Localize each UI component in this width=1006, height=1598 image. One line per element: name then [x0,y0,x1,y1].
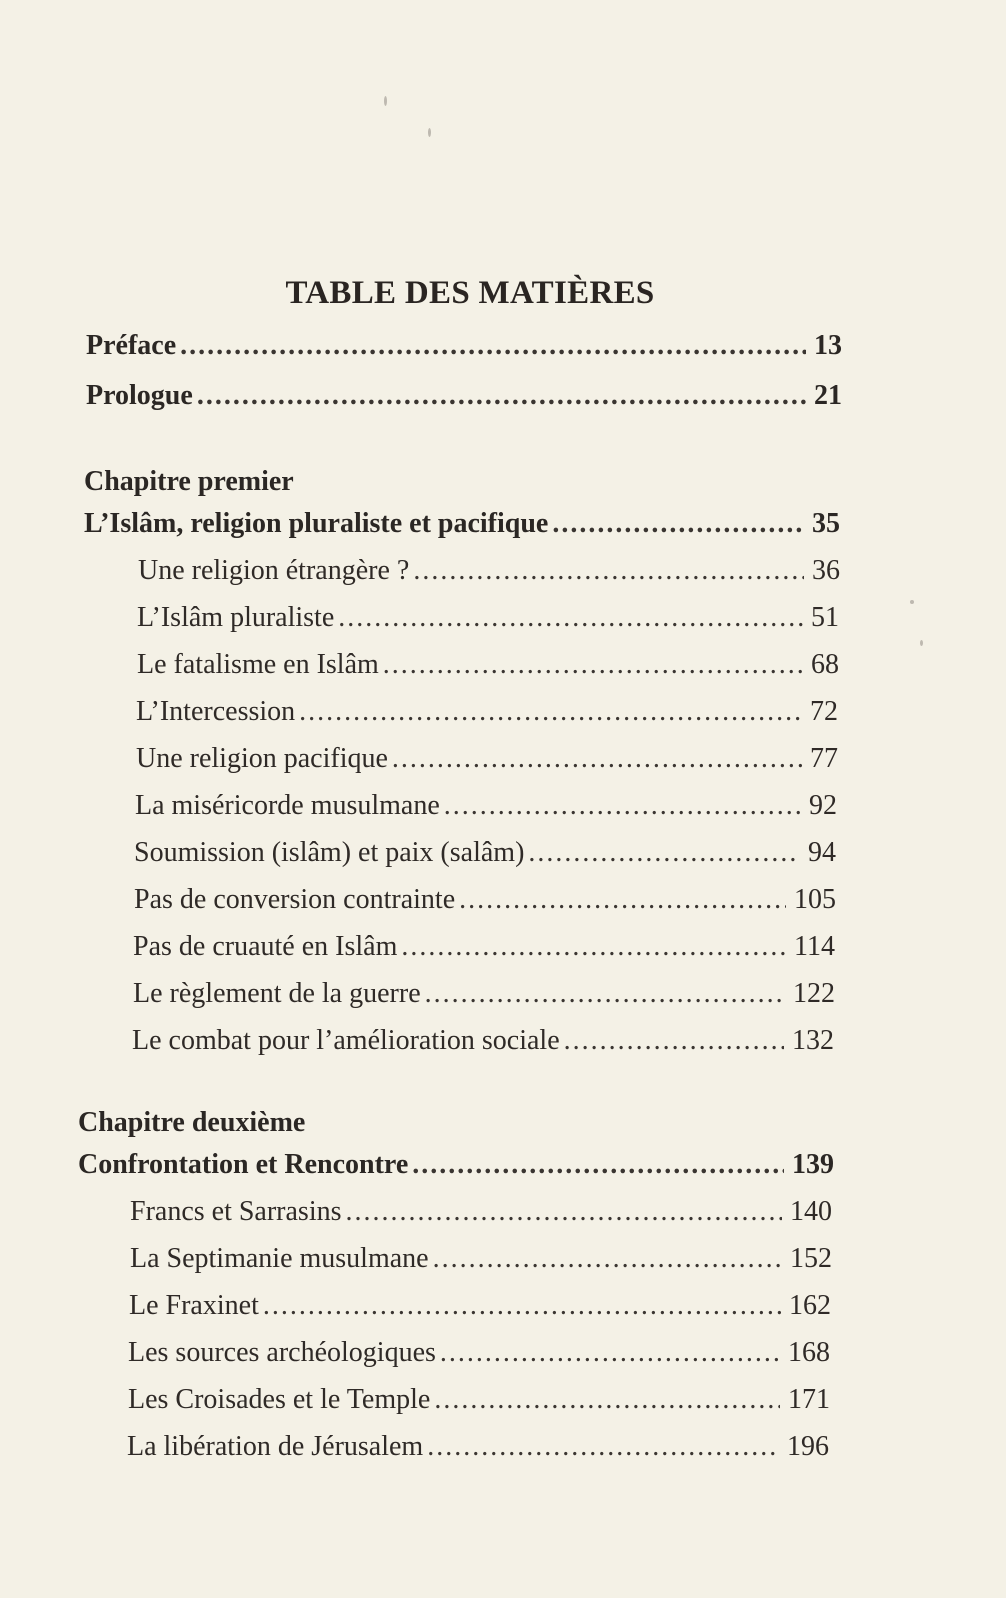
entry-label: La libération de Jérusalem [127,1431,424,1462]
leader-dots [412,1149,784,1181]
leader-dots [434,1384,780,1416]
entry-page-number: 132 [792,1025,834,1056]
entry-page-number: 68 [811,649,839,680]
entry-label: Une religion étrangère ? [138,555,410,586]
toc-section-entry [138,555,840,587]
toc-section-entry [134,837,836,869]
entry-label: Une religion pacifique [136,743,388,774]
chapter-title-entry [78,1149,834,1181]
toc-section-entry [135,790,837,822]
leader-dots [338,602,803,634]
entry-label: L’Islâm, religion pluraliste et pacifique [84,508,549,539]
toc-entry-preface [86,330,842,362]
entry-page-number: 35 [812,508,840,539]
chapter-heading: Chapitre deuxième [78,1107,306,1138]
entry-page-number: 114 [794,931,835,962]
entry-label: Les sources archéologiques [128,1337,436,1368]
entry-label: Le combat pour l’amélioration sociale [132,1025,560,1056]
paper-speck [384,96,387,106]
leader-dots [180,330,806,362]
leader-dots [425,978,785,1010]
entry-label: La Septimanie musulmane [130,1243,429,1274]
entry-page-number: 168 [788,1337,830,1368]
entry-page-number: 13 [814,330,842,361]
leader-dots [299,696,802,728]
toc-section-entry [130,1196,832,1228]
toc-section-entry [132,1025,834,1057]
paper-speck [428,128,431,137]
leader-dots [413,555,804,587]
entry-page-number: 36 [812,555,840,586]
leader-dots [427,1431,779,1463]
toc-section-entry [133,978,835,1010]
entry-label: L’Islâm pluraliste [137,602,335,633]
toc-title: TABLE DES MATIÈRES [285,275,655,311]
entry-label: Le règlement de la guerre [133,978,421,1009]
entry-label: Francs et Sarrasins [130,1196,342,1227]
entry-label: Le Fraxinet [129,1290,259,1321]
toc-section-entry [127,1431,829,1463]
leader-dots [459,884,786,916]
chapter-title-entry [84,508,840,540]
toc-section-entry [137,649,839,681]
leader-dots [444,790,801,822]
leader-dots [433,1243,782,1275]
entry-page-number: 152 [790,1243,832,1274]
leader-dots [197,380,806,412]
entry-page-number: 72 [810,696,838,727]
entry-page-number: 162 [789,1290,831,1321]
entry-label: Pas de conversion contrainte [134,884,456,915]
leader-dots [383,649,803,681]
entry-page-number: 122 [793,978,835,1009]
entry-label: Soumission (islâm) et paix (salâm) [134,837,525,868]
entry-label: Prologue [86,380,193,411]
entry-page-number: 196 [787,1431,829,1462]
toc-section-entry [129,1290,831,1322]
leader-dots [401,931,786,963]
paper-speck [910,600,914,604]
toc-section-entry [134,884,836,916]
entry-page-number: 140 [790,1196,832,1227]
entry-page-number: 77 [810,743,838,774]
leader-dots [392,743,802,775]
toc-section-entry [137,602,839,634]
toc-section-entry [130,1243,832,1275]
entry-label: Confrontation et Rencontre [78,1149,409,1180]
leader-dots [528,837,800,869]
toc-section-entry [136,743,838,775]
entry-page-number: 51 [811,602,839,633]
entry-label: Pas de cruauté en Islâm [133,931,398,962]
toc-section-entry [133,931,835,963]
toc-section-entry [128,1337,830,1369]
entry-label: Les Croisades et le Temple [128,1384,431,1415]
entry-page-number: 105 [794,884,836,915]
toc-section-entry [128,1384,830,1416]
leader-dots [346,1196,782,1228]
entry-label: La miséricorde musulmane [135,790,440,821]
entry-label: L’Intercession [136,696,296,727]
chapter-heading: Chapitre premier [84,466,294,497]
entry-page-number: 139 [792,1149,834,1180]
toc-entry-prologue [86,380,842,412]
entry-page-number: 21 [814,380,842,411]
entry-page-number: 94 [808,837,836,868]
leader-dots [440,1337,780,1369]
leader-dots [564,1025,784,1057]
entry-label: Préface [86,330,177,361]
leader-dots [263,1290,781,1322]
entry-label: Le fatalisme en Islâm [137,649,379,680]
paper-speck [920,640,923,646]
toc-section-entry [136,696,838,728]
entry-page-number: 171 [788,1384,830,1415]
leader-dots [552,508,804,540]
entry-page-number: 92 [809,790,837,821]
